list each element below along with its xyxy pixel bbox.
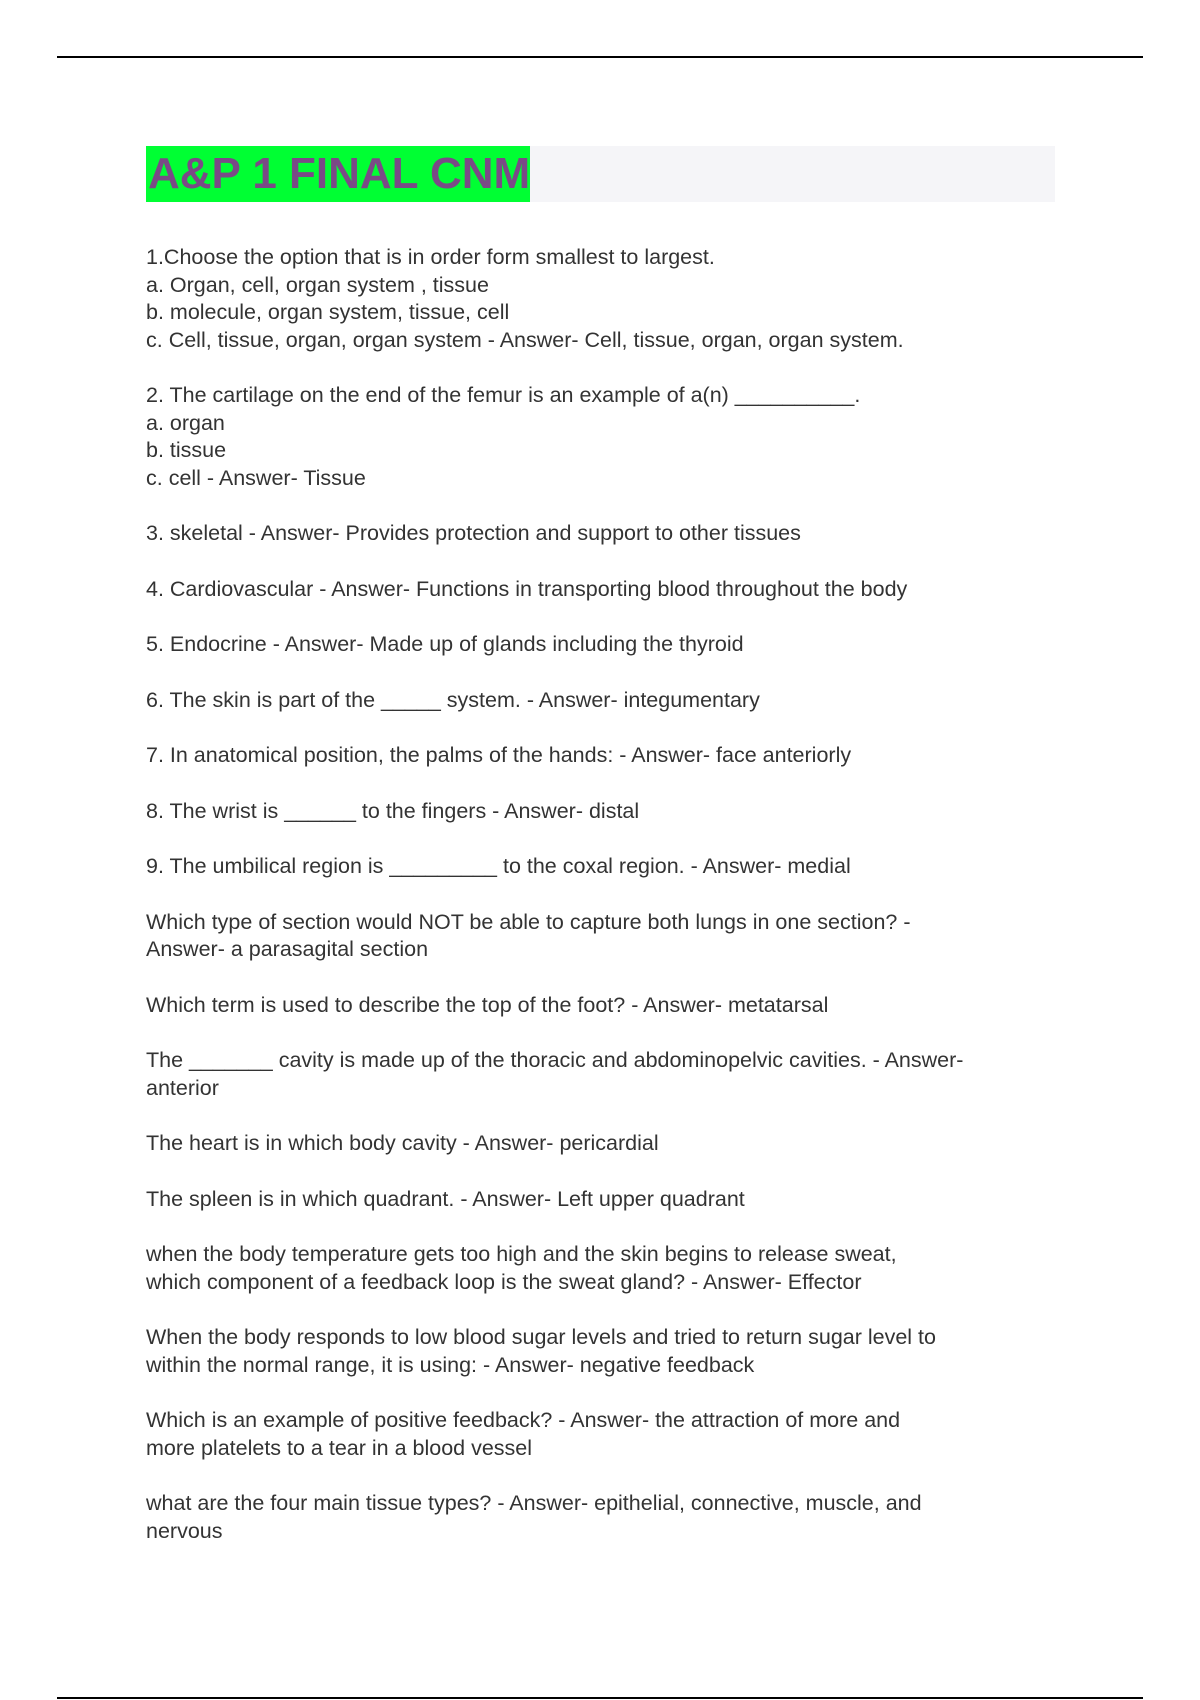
- question-item: [146, 798, 1066, 826]
- question-line: 1.Choose the option that is in order form smallest to largest.: [146, 245, 715, 269]
- question-line: what are the four main tissue types? - Answer- epithelial, connective, muscle, and: [146, 1491, 922, 1515]
- question-line: 3. skeletal - Answer- Provides protection and support to other tissues: [146, 521, 801, 545]
- question-line: anterior: [146, 1075, 219, 1100]
- question-line: b. tissue: [146, 438, 227, 462]
- question-line: 4. Cardiovascular - Answer- Functions in transporting blood throughout the body: [146, 576, 908, 601]
- question-item: [146, 1241, 1066, 1296]
- question-line: 2. The cartilage on the end of the femur is an example of a(n) __________.: [146, 383, 861, 407]
- question-item: [146, 1047, 1066, 1102]
- question-line: c. cell - Answer- Tissue: [146, 465, 366, 490]
- question-line: c. Cell, tissue, organ, organ system - Answer- Cell, tissue, organ, organ system.: [146, 327, 904, 352]
- question-line: more platelets to a tear in a blood vessel: [146, 1435, 533, 1460]
- question-line: a. organ: [146, 410, 225, 435]
- question-line: 5. Endocrine - Answer- Made up of glands including the thyroid: [146, 632, 744, 656]
- question-line: The heart is in which body cavity - Answer- pericardial: [146, 1131, 659, 1155]
- question-item: [146, 520, 1066, 548]
- question-item: [146, 382, 1066, 492]
- question-item: [146, 244, 1066, 354]
- question-line: Which term is used to describe the top of the foot? - Answer- metatarsal: [146, 992, 829, 1017]
- question-line: 7. In anatomical position, the palms of the hands: - Answer- face anteriorly: [146, 743, 852, 767]
- question-list: [146, 244, 1066, 1573]
- question-line: Answer- a parasagital section: [146, 937, 429, 961]
- question-line: The spleen is in which quadrant. - Answer- Left upper quadrant: [146, 1186, 745, 1211]
- document-title: A&P 1 FINAL CNM: [146, 146, 530, 202]
- question-item: [146, 1130, 1066, 1158]
- question-item: [146, 687, 1066, 715]
- question-line: The _______ cavity is made up of the thoracic and abdominopelvic cavities. - Answer-: [146, 1048, 964, 1072]
- question-item: [146, 1490, 1066, 1545]
- question-item: [146, 631, 1066, 659]
- question-line: 9. The umbilical region is _________ to the coxal region. - Answer- medial: [146, 854, 851, 878]
- question-line: When the body responds to low blood sugar levels and tried to return sugar level to: [146, 1325, 936, 1349]
- question-item: [146, 853, 1066, 881]
- question-line: b. molecule, organ system, tissue, cell: [146, 300, 510, 324]
- question-item: [146, 909, 1066, 964]
- question-item: [146, 742, 1066, 770]
- question-line: within the normal range, it is using: - Answer- negative feedback: [146, 1352, 755, 1377]
- question-line: which component of a feedback loop is the sweat gland? - Answer- Effector: [146, 1269, 862, 1294]
- question-line: nervous: [146, 1518, 223, 1543]
- top-rule: [57, 56, 1143, 58]
- question-line: 8. The wrist is ______ to the fingers - Answer- distal: [146, 798, 640, 823]
- question-line: Which type of section would NOT be able to capture both lungs in one section? -: [146, 909, 911, 934]
- question-item: [146, 1407, 1066, 1462]
- question-item: [146, 1186, 1066, 1214]
- bottom-rule: [57, 1697, 1143, 1699]
- question-line: Which is an example of positive feedback? - Answer- the attraction of more and: [146, 1408, 901, 1432]
- question-line: 6. The skin is part of the _____ system. - Answer- integumentary: [146, 687, 760, 712]
- question-line: when the body temperature gets too high and the skin begins to release sweat,: [146, 1242, 897, 1266]
- question-item: [146, 576, 1066, 604]
- question-item: [146, 992, 1066, 1020]
- question-item: [146, 1324, 1066, 1379]
- question-line: a. Organ, cell, organ system , tissue: [146, 272, 489, 297]
